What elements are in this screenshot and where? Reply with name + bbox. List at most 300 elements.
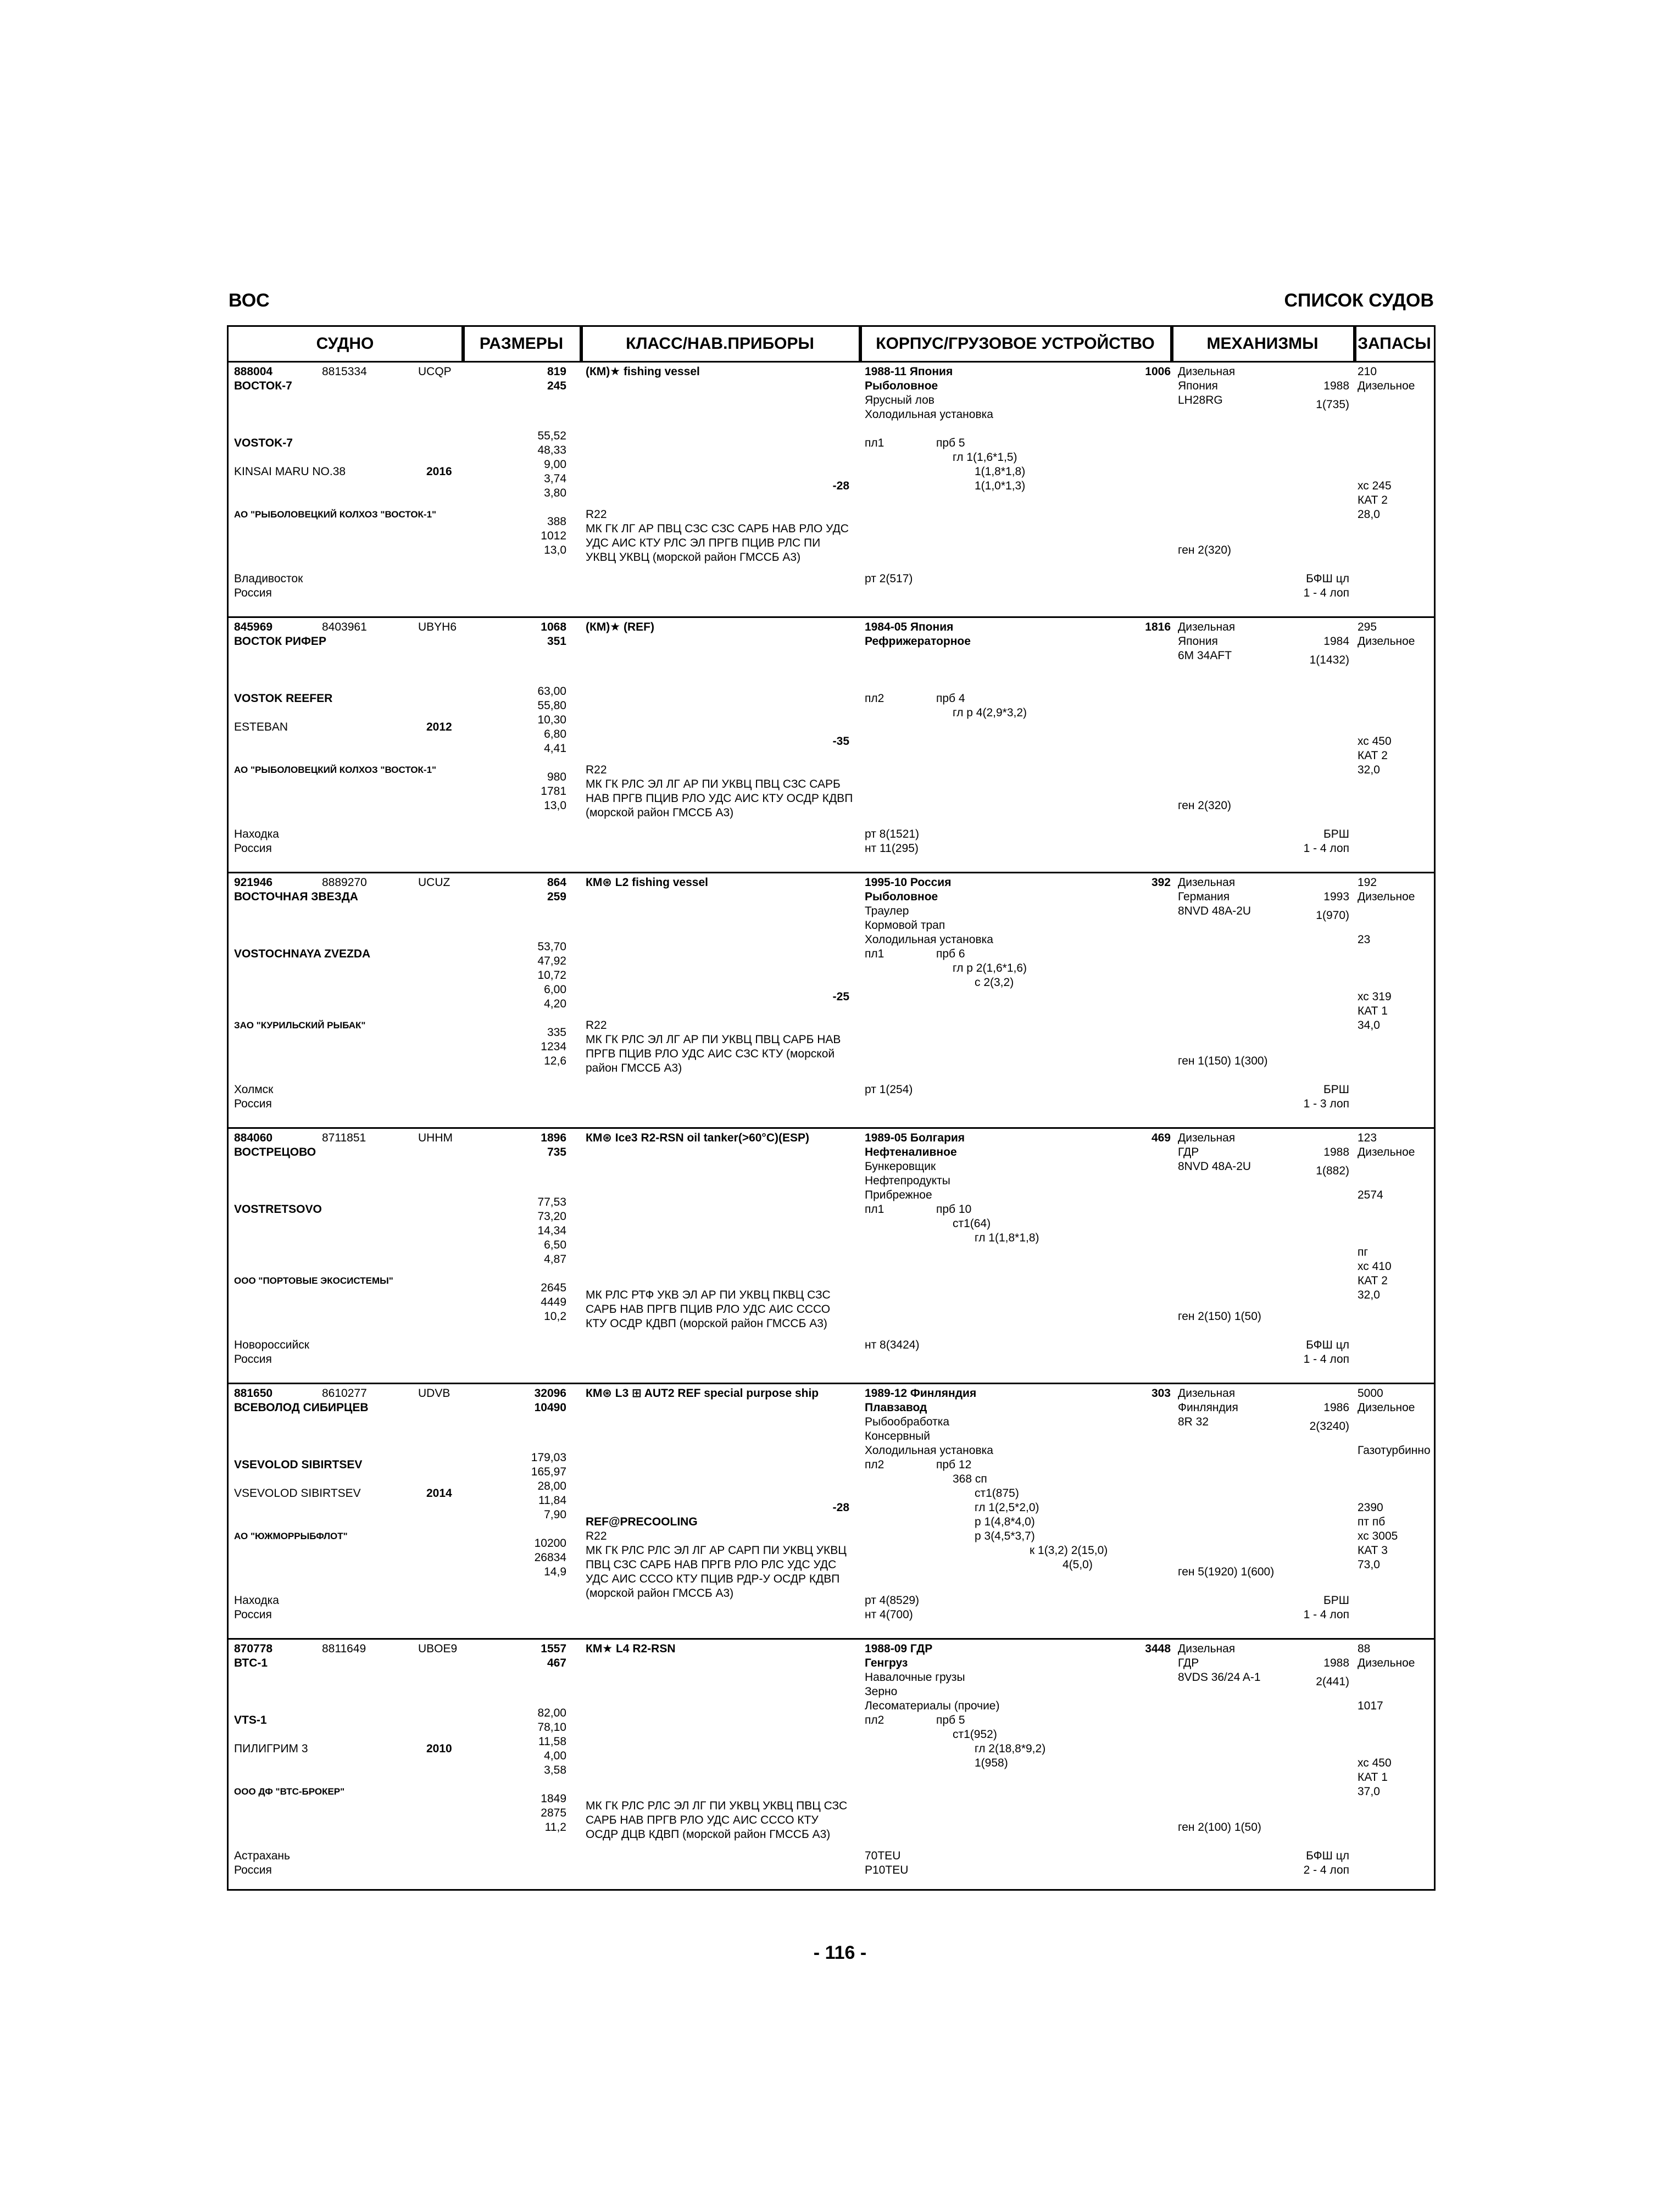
dimension-value: 2875: [541, 1807, 566, 1819]
deck-equipment: к 1(3,2) 2(15,0): [1030, 1544, 1108, 1557]
vessel-type-line: Консервный: [865, 1430, 930, 1442]
dimension-value: 11,58: [538, 1735, 566, 1748]
vessel-name: ВТС-1: [234, 1657, 268, 1669]
supplies-line: Дизельное: [1358, 1146, 1415, 1158]
nav-equipment-line: МК ГК РЛС РЛС ЭЛ ЛГ ПИ УКВЦ УКВЦ ПВЦ СЗС: [586, 1800, 848, 1812]
dimension-value: 7,90: [544, 1508, 566, 1521]
column-divider: [1172, 327, 1173, 361]
supplies-line: 1017: [1358, 1700, 1383, 1712]
build-date-country: 1988-11 Япония: [865, 365, 953, 378]
hold-temperature: -28: [832, 480, 849, 492]
engine-line: Финляндия: [1178, 1401, 1238, 1414]
deck-equipment: 368 сп: [953, 1473, 987, 1485]
vessel-callsign: UHHM: [418, 1132, 453, 1144]
dimension-value: 13,0: [544, 544, 566, 556]
supplies-line: Дизельное: [1358, 380, 1415, 392]
propeller-line: БРШ: [1323, 1083, 1349, 1096]
class-notation: (КМ)★ fishing vessel: [586, 365, 700, 378]
supplies-line: 37,0: [1358, 1785, 1380, 1798]
gross-tonnage: 864: [547, 876, 566, 889]
vessel-imo: 8889270: [322, 876, 367, 889]
dimension-value: 53,70: [537, 940, 566, 953]
gross-tonnage: 1068: [541, 621, 566, 633]
engine-line: 6M 34AFT: [1178, 649, 1232, 662]
dimension-value: 6,80: [544, 728, 566, 740]
refrigerant: R22: [586, 1530, 607, 1542]
vessel-former-year: 2016: [426, 465, 452, 478]
vessel-callsign: UBYH6: [418, 621, 457, 633]
dimension-value: 6,50: [544, 1239, 566, 1251]
vessel-record: [229, 363, 1434, 618]
propeller-line: БРШ: [1323, 828, 1349, 840]
cargo-capacity: рт 4(8529): [865, 1594, 920, 1607]
vessel-name: ВСЕВОЛОД СИБИРЦЕВ: [234, 1401, 369, 1414]
deadweight: 1006: [1145, 365, 1171, 378]
deck-equipment: 1(1,0*1,3): [975, 480, 1026, 492]
vessel-callsign: UCUZ: [418, 876, 450, 889]
propeller-line: 1 - 3 лоп: [1303, 1098, 1349, 1110]
supplies-line: 192: [1358, 876, 1377, 889]
propeller-line: 1 - 4 лоп: [1303, 842, 1349, 855]
engine-power: 2(3240): [1309, 1419, 1349, 1433]
supplies-line: 2390: [1358, 1501, 1383, 1514]
class-notation: КМ⊛ L3 ⊞ AUT2 REF special purpose ship: [586, 1387, 819, 1400]
vessel-country: Россия: [234, 587, 272, 599]
vessel-record: [229, 873, 1434, 1129]
deck-equipment: прб 5: [936, 1714, 965, 1726]
dimension-value: 10,72: [537, 969, 566, 982]
propeller-line: БРШ: [1323, 1594, 1349, 1607]
supplies-line: Дизельное: [1358, 635, 1415, 648]
vessel-type-line: Рыболовное: [865, 890, 938, 903]
vessel-record: [229, 1129, 1434, 1384]
deck-equipment: 4(5,0): [1062, 1558, 1093, 1571]
hold-temperature: -25: [832, 990, 849, 1003]
vessel-type-line: Нефтепродукты: [865, 1174, 950, 1187]
supplies-line: 2574: [1358, 1189, 1383, 1201]
generators: ген 1(150) 1(300): [1178, 1055, 1268, 1067]
engine-line: 8NVD 48A-2U: [1178, 905, 1251, 917]
net-tonnage: 735: [547, 1146, 566, 1158]
supplies-line: хс 319: [1358, 990, 1392, 1003]
deadweight: 3448: [1145, 1642, 1171, 1655]
dimension-value: 82,00: [537, 1707, 566, 1719]
dimension-value: 335: [547, 1026, 566, 1039]
dimension-value: 4,87: [544, 1253, 566, 1266]
vessel-imo: 8403961: [322, 621, 367, 633]
engine-line: 8VDS 36/24 A-1: [1178, 1671, 1261, 1684]
column-divider: [463, 327, 465, 361]
build-date-country: 1989-05 Болгария: [865, 1132, 965, 1144]
column-header-machinery: МЕХАНИЗМЫ: [1172, 327, 1355, 361]
deck-equipment: пл2: [865, 1458, 884, 1471]
supplies-line: пг: [1358, 1246, 1369, 1258]
engine-line: Дизельная: [1178, 1642, 1236, 1655]
deck-equipment: р 3(4,5*3,7): [975, 1530, 1035, 1542]
vessel-former-year: 2010: [426, 1742, 452, 1755]
net-tonnage: 259: [547, 890, 566, 903]
deck-equipment: гл р 2(1,6*1,6): [953, 962, 1027, 974]
supplies-line: 23: [1358, 933, 1371, 946]
dimension-value: 1234: [541, 1040, 566, 1053]
dimension-value: 47,92: [537, 955, 566, 967]
vessel-callsign: UDVB: [418, 1387, 450, 1400]
gross-tonnage: 1896: [541, 1132, 566, 1144]
generators: ген 2(320): [1178, 799, 1232, 812]
supplies-line: КАТ 2: [1358, 1274, 1388, 1287]
engine-line: Дизельная: [1178, 621, 1236, 633]
propeller-line: 2 - 4 лоп: [1303, 1864, 1349, 1876]
deck-equipment: пл1: [865, 437, 884, 449]
supplies-line: КАТ 1: [1358, 1005, 1388, 1017]
dimension-value: 1781: [541, 785, 566, 798]
vessel-country: Россия: [234, 1098, 272, 1110]
deadweight: 303: [1151, 1387, 1171, 1400]
build-date-country: 1988-09 ГДР: [865, 1642, 933, 1655]
dimension-value: 26834: [534, 1551, 566, 1564]
column-header-dimensions: РАЗМЕРЫ: [463, 327, 581, 361]
net-tonnage: 351: [547, 635, 566, 648]
deck-equipment: пл1: [865, 948, 884, 960]
supplies-line: Дизельное: [1358, 890, 1415, 903]
vessel-owner: АО "РЫБОЛОВЕЦКИЙ КОЛХОЗ "ВОСТОК-1": [234, 509, 437, 520]
net-tonnage: 245: [547, 380, 566, 392]
vessel-type-line: Кормовой трап: [865, 919, 945, 932]
dimension-value: 14,9: [544, 1566, 566, 1578]
engine-year: 1984: [1323, 635, 1349, 648]
vessel-id: 881650: [234, 1387, 273, 1400]
net-tonnage: 467: [547, 1657, 566, 1669]
vessel-type-line: Холодильная установка: [865, 1444, 993, 1457]
dimension-value: 3,74: [544, 472, 566, 485]
supplies-line: хс 3005: [1358, 1530, 1398, 1542]
column-divider: [860, 327, 862, 361]
propeller-line: БФШ цл: [1306, 572, 1349, 585]
gross-tonnage: 32096: [534, 1387, 566, 1400]
dimension-value: 980: [547, 771, 566, 783]
deck-equipment: гл р 4(2,9*3,2): [953, 706, 1027, 719]
nav-equipment-line: МК ГК РЛС РЛС ЭЛ ЛГ АР САРП ПИ УКВЦ УКВЦ: [586, 1544, 847, 1557]
dimension-value: 73,20: [537, 1210, 566, 1223]
vessel-owner: ООО ДФ "ВТС-БРОКЕР": [234, 1786, 345, 1797]
engine-line: 8NVD 48A-2U: [1178, 1160, 1251, 1173]
vessel-name: ВОСТОК РИФЕР: [234, 635, 326, 648]
dimension-value: 2645: [541, 1282, 566, 1294]
engine-year: 1988: [1323, 1146, 1349, 1158]
nav-equipment-line: ПВЦ СЗС САРБ НАВ ПРГВ РЛО РЛС УДС УДС: [586, 1558, 837, 1571]
propeller-line: БФШ цл: [1306, 1850, 1349, 1862]
supplies-line: КАТ 3: [1358, 1544, 1388, 1557]
deck-equipment: прб 6: [936, 948, 965, 960]
class-notation: КМ⊛ L2 fishing vessel: [586, 876, 708, 889]
supplies-line: 5000: [1358, 1387, 1383, 1400]
nav-equipment-line: ПРГВ ПЦИВ РЛО УДС АИС СЗС КТУ (морской: [586, 1048, 835, 1060]
nav-equipment-line: САРБ НАВ ПРГВ РЛО УДС АИС СССО КТУ: [586, 1814, 819, 1826]
vessel-country: Россия: [234, 842, 272, 855]
engine-line: Япония: [1178, 635, 1218, 648]
engine-line: ГДР: [1178, 1657, 1199, 1669]
cargo-capacity: рт 8(1521): [865, 828, 920, 840]
gross-tonnage: 1557: [541, 1642, 566, 1655]
vessel-type-line: Плавзавод: [865, 1401, 927, 1414]
propeller-line: 1 - 4 лоп: [1303, 1608, 1349, 1621]
vessel-type-line: Бункеровщик: [865, 1160, 936, 1173]
deck-equipment: прб 10: [936, 1203, 972, 1216]
vessel-former-year: 2012: [426, 721, 452, 733]
vessel-former-name: KINSAI MARU NO.38: [234, 465, 346, 478]
vessel-type-line: Холодильная установка: [865, 408, 993, 421]
generators: ген 2(100) 1(50): [1178, 1821, 1261, 1834]
vessel-type-line: Прибрежное: [865, 1189, 932, 1201]
cargo-capacity: рт 2(517): [865, 572, 913, 585]
generators: ген 2(320): [1178, 544, 1232, 556]
deck-equipment: пл2: [865, 692, 884, 705]
supplies-line: 295: [1358, 621, 1377, 633]
vessel-imo: 8815334: [322, 365, 367, 378]
supplies-line: 73,0: [1358, 1558, 1380, 1571]
vessel-former-name: ПИЛИГРИМ 3: [234, 1742, 308, 1755]
dimension-value: 10,2: [544, 1310, 566, 1323]
supplies-line: хс 450: [1358, 1757, 1392, 1769]
deadweight: 392: [1151, 876, 1171, 889]
vessel-callsign: UCQP: [418, 365, 452, 378]
vessel-country: Россия: [234, 1864, 272, 1876]
dimension-value: 11,84: [538, 1494, 566, 1507]
deck-equipment: ст1(952): [953, 1728, 997, 1741]
page-number: - 116 -: [813, 1942, 867, 1963]
hold-temperature: -35: [832, 735, 849, 748]
dimension-value: 55,52: [537, 430, 566, 442]
dimension-value: 3,58: [544, 1764, 566, 1776]
vessel-latin-name: VOSTOK REEFER: [234, 692, 333, 705]
build-date-country: 1989-12 Финляндия: [865, 1387, 977, 1400]
engine-line: LH28RG: [1178, 394, 1223, 406]
engine-line: ГДР: [1178, 1146, 1199, 1158]
gross-tonnage: 819: [547, 365, 566, 378]
engine-year: 1986: [1323, 1401, 1349, 1414]
dimension-value: 10200: [534, 1537, 566, 1550]
vessel-imo: 8811649: [322, 1642, 366, 1655]
supplies-line: 88: [1358, 1642, 1371, 1655]
nav-equipment-line: УКВЦ УКВЦ (морской район ГМССБ А3): [586, 551, 801, 564]
engine-line: Япония: [1178, 380, 1218, 392]
vessel-former-year: 2014: [426, 1487, 452, 1500]
column-header-hull: КОРПУС/ГРУЗОВОЕ УСТРОЙСТВО: [860, 327, 1172, 361]
engine-line: Германия: [1178, 890, 1230, 903]
generators: ген 5(1920) 1(600): [1178, 1566, 1275, 1578]
vessel-type-line: Навалочные грузы: [865, 1671, 965, 1684]
dimension-value: 14,34: [537, 1224, 566, 1237]
deck-equipment: 1(958): [975, 1757, 1008, 1769]
vessel-name: ВОСТОК-7: [234, 380, 292, 392]
vessel-type-line: Холодильная установка: [865, 933, 993, 946]
supplies-line: пт пб: [1358, 1516, 1386, 1528]
supplies-line: 32,0: [1358, 1289, 1380, 1301]
engine-power: 1(970): [1316, 909, 1349, 922]
supplies-line: 28,0: [1358, 508, 1380, 521]
engine-year: 1988: [1323, 380, 1349, 392]
hold-temperature: -28: [832, 1501, 849, 1514]
vessel-type-line: Ярусный лов: [865, 394, 934, 406]
vessel-record: [229, 1384, 1434, 1640]
engine-line: Дизельная: [1178, 365, 1236, 378]
vessel-port: Новороссийск: [234, 1339, 309, 1351]
vessel-id: 884060: [234, 1132, 273, 1144]
column-divider: [1355, 327, 1356, 361]
deadweight: 469: [1151, 1132, 1171, 1144]
vessel-record: [229, 1640, 1434, 1895]
nav-equipment-line: МК ГК ЛГ АР ПВЦ СЗС СЗС САРБ НАВ РЛО УДС: [586, 522, 849, 535]
nav-equipment-line: (морской район ГМССБ А3): [586, 1587, 734, 1600]
nav-equipment-line: КТУ ОСДР КДВП (морской район ГМССБ А3): [586, 1317, 827, 1330]
engine-power: 1(1432): [1309, 653, 1349, 666]
dimension-value: 77,53: [537, 1196, 566, 1208]
cargo-capacity: нт 8(3424): [865, 1339, 920, 1351]
vessel-owner: ЗАО "КУРИЛЬСКИЙ РЫБАК": [234, 1020, 366, 1030]
nav-equipment-line: НАВ ПРГВ ПЦИВ РЛО УДС АИС КТУ ОСДР КДВП: [586, 792, 853, 805]
dimension-value: 165,97: [531, 1466, 566, 1478]
dimension-value: 3,80: [544, 487, 566, 499]
supplies-line: Газотурбинно: [1358, 1444, 1431, 1457]
vessel-id: 870778: [234, 1642, 273, 1655]
deck-equipment: пл2: [865, 1714, 884, 1726]
build-date-country: 1995-10 Россия: [865, 876, 952, 889]
supplies-line: КАТ 2: [1358, 494, 1388, 506]
supplies-line: 34,0: [1358, 1019, 1380, 1032]
supplies-line: хс 450: [1358, 735, 1392, 748]
column-divider: [581, 327, 583, 361]
deck-equipment: гл 1(2,5*2,0): [975, 1501, 1039, 1514]
vessel-latin-name: VTS-1: [234, 1714, 267, 1726]
vessel-country: Россия: [234, 1353, 272, 1366]
vessel-id: 845969: [234, 621, 273, 633]
nav-equipment-line: УДС АИС КТУ РЛС ЭЛ ПРГВ ПЦИВ РЛС ПИ: [586, 537, 821, 549]
refrigerant: R22: [586, 508, 607, 521]
supplies-line: Дизельное: [1358, 1657, 1415, 1669]
dimension-value: 1849: [541, 1792, 566, 1805]
nav-equipment-line: МК РЛС РТФ УКВ ЭЛ АР ПИ УКВЦ ПКВЦ СЗС: [586, 1289, 831, 1301]
dimension-value: 4,00: [544, 1750, 566, 1762]
vessel-port: Астрахань: [234, 1850, 290, 1862]
supplies-line: хс 410: [1358, 1260, 1392, 1273]
engine-year: 1988: [1323, 1657, 1349, 1669]
dimension-value: 13,0: [544, 799, 566, 812]
cargo-capacity: нт 4(700): [865, 1608, 913, 1621]
engine-line: Дизельная: [1178, 1387, 1236, 1400]
vessel-type-line: Рыболовное: [865, 380, 938, 392]
vessel-type-line: Генгруз: [865, 1657, 908, 1669]
cargo-capacity: P10TEU: [865, 1864, 909, 1876]
dimension-value: 4,20: [544, 998, 566, 1010]
supplies-line: хс 245: [1358, 480, 1392, 492]
class-notation: КМ★ L4 R2-RSN: [586, 1642, 676, 1655]
engine-power: 1(735): [1316, 398, 1349, 411]
dimension-value: 388: [547, 515, 566, 528]
supplies-line: Дизельное: [1358, 1401, 1415, 1414]
nav-equipment-line: САРБ НАВ ПРГВ ПЦИВ РЛО УДС АИС СССО: [586, 1303, 831, 1316]
dimension-value: 9,00: [544, 458, 566, 471]
supplies-line: 123: [1358, 1132, 1377, 1144]
vessel-port: Находка: [234, 828, 279, 840]
supplies-line: 210: [1358, 365, 1377, 378]
dimension-value: 55,80: [537, 699, 566, 712]
vessel-latin-name: VOSTOK-7: [234, 437, 293, 449]
nav-equipment-line: район ГМССБ А3): [586, 1062, 682, 1074]
dimension-value: 4,41: [544, 742, 566, 755]
cargo-capacity: нт 11(295): [865, 842, 919, 855]
deck-equipment: 1(1,8*1,8): [975, 465, 1026, 478]
deck-equipment: прб 12: [936, 1458, 972, 1471]
vessel-id: 921946: [234, 876, 273, 889]
vessel-owner: АО "ЮЖМОРРЫБФЛОТ": [234, 1531, 348, 1541]
dimension-value: 28,00: [537, 1480, 566, 1492]
vessel-latin-name: VOSTOCHNAYA ZVEZDA: [234, 948, 371, 960]
dimension-value: 78,10: [537, 1721, 566, 1734]
deck-equipment: прб 5: [936, 437, 965, 449]
engine-line: Дизельная: [1178, 876, 1236, 889]
dimension-value: 10,30: [537, 714, 566, 726]
deadweight: 1816: [1145, 621, 1171, 633]
dimension-value: 63,00: [537, 685, 566, 698]
net-tonnage: 10490: [534, 1401, 566, 1414]
nav-equipment-line: (морской район ГМССБ А3): [586, 806, 734, 819]
propeller-line: БФШ цл: [1306, 1339, 1349, 1351]
vessel-imo: 8711851: [322, 1132, 366, 1144]
vessel-latin-name: VSEVOLOD SIBIRTSEV: [234, 1458, 363, 1471]
vessel-name: ВОСТОЧНАЯ ЗВЕЗДА: [234, 890, 358, 903]
supplies-line: КАТ 1: [1358, 1771, 1388, 1784]
refrigerant: R22: [586, 764, 607, 776]
deck-equipment: р 1(4,8*4,0): [975, 1516, 1035, 1528]
vessel-name: ВОСТРЕЦОВО: [234, 1146, 316, 1158]
vessel-former-name: ESTEBAN: [234, 721, 288, 733]
header-left-code: ВОС: [229, 290, 270, 311]
vessel-latin-name: VOSTRETSOVO: [234, 1203, 322, 1216]
deck-equipment: гл 1(1,8*1,8): [975, 1232, 1039, 1244]
vessel-port: Холмск: [234, 1083, 274, 1096]
column-header-supplies: ЗАПАСЫ: [1358, 335, 1431, 353]
vessel-type-line: Рыбообработка: [865, 1416, 950, 1428]
engine-line: 8R 32: [1178, 1416, 1209, 1428]
vessel-type-line: Траулер: [865, 905, 909, 917]
deck-equipment: с 2(3,2): [975, 976, 1014, 989]
vessel-type-line: Рефрижераторное: [865, 635, 971, 648]
vessel-country: Россия: [234, 1608, 272, 1621]
vessel-record: [229, 618, 1434, 873]
class-notation: (КМ)★ (REF): [586, 621, 654, 633]
cargo-capacity: 70TEU: [865, 1850, 901, 1862]
class-notation-extra: REF@PRECOOLING: [586, 1516, 698, 1528]
dimension-value: 1012: [541, 530, 566, 542]
supplies-line: КАТ 2: [1358, 749, 1388, 762]
vessel-imo: 8610277: [322, 1387, 367, 1400]
column-header-row: [229, 327, 1434, 363]
engine-power: 1(882): [1316, 1164, 1349, 1177]
refrigerant: R22: [586, 1019, 607, 1032]
dimension-value: 4449: [541, 1296, 566, 1308]
vessel-port: Владивосток: [234, 572, 303, 585]
engine-line: Дизельная: [1178, 1132, 1236, 1144]
dimension-value: 6,00: [544, 983, 566, 996]
cargo-capacity: рт 1(254): [865, 1083, 913, 1096]
dimension-value: 11,2: [544, 1821, 566, 1834]
generators: ген 2(150) 1(50): [1178, 1310, 1261, 1323]
nav-equipment-line: МК ГК РЛС ЭЛ ЛГ АР ПИ УКВЦ ПВЦ САРБ НАВ: [586, 1033, 841, 1046]
nav-equipment-line: УДС АИС СССО КТУ ПЦИВ РДР-У ОСДР КДВП: [586, 1573, 840, 1585]
nav-equipment-line: ОСДР ДЦВ КДВП (морской район ГМССБ А3): [586, 1828, 831, 1841]
vessel-port: Находка: [234, 1594, 279, 1607]
nav-equipment-line: МК ГК РЛС ЭЛ ЛГ АР ПИ УКВЦ ПВЦ СЗС САРБ: [586, 778, 841, 790]
